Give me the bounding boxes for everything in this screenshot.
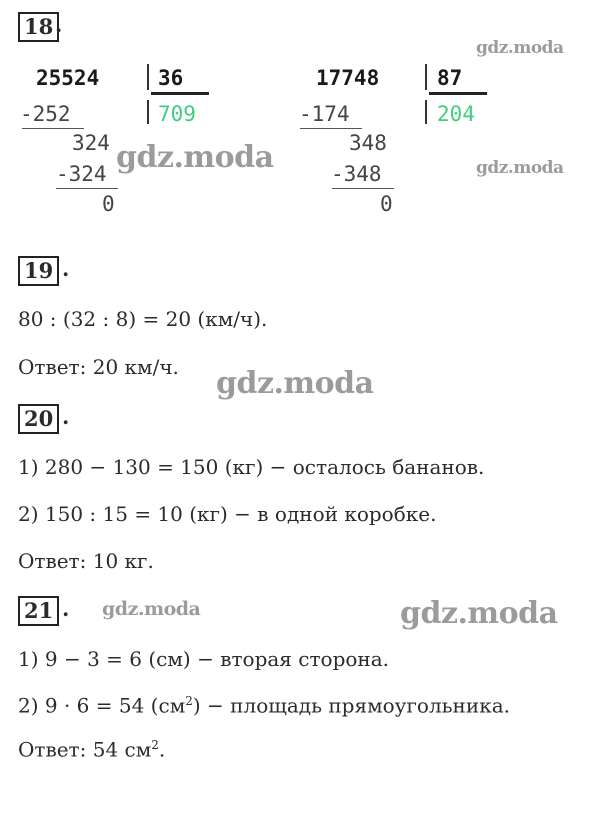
task21-answer: Ответ: 54 $см^2$. bbox=[18, 737, 166, 762]
divisor-underline-right bbox=[429, 92, 487, 95]
watermark: gdz.moda bbox=[476, 38, 564, 58]
remainder-2-right: 0 bbox=[380, 192, 393, 216]
task-number-18: 18 bbox=[18, 12, 59, 42]
task-number-dot: . bbox=[62, 256, 70, 281]
quotient-right: 204 bbox=[437, 102, 475, 126]
subtrahend-2-left: -324 bbox=[56, 162, 107, 186]
dividend-right: 17748 bbox=[316, 66, 380, 90]
remainder-1-right: 348 bbox=[349, 131, 387, 155]
task19-answer: Ответ: 20 км/ч. bbox=[18, 355, 179, 379]
task-number-20: 20 bbox=[18, 404, 59, 434]
subtrahend-1-left: -252 bbox=[20, 102, 71, 126]
divisor-underline-left bbox=[151, 92, 209, 95]
task-number-dot: . bbox=[62, 404, 70, 429]
task20-answer: Ответ: 10 кг. bbox=[18, 549, 154, 573]
line-2-right bbox=[332, 188, 394, 189]
subtrahend-2-right: -348 bbox=[331, 162, 382, 186]
task21-step-2: 2) 9 · 6 = 54 $(см^2)$ − площадь прямоугольника. bbox=[18, 693, 510, 718]
line-2-left bbox=[56, 188, 118, 189]
watermark: gdz.moda bbox=[476, 158, 564, 178]
divisor-right: 87 bbox=[437, 66, 463, 90]
task-number-dot: . bbox=[55, 12, 63, 37]
task-number-19: 19 bbox=[18, 256, 59, 286]
remainder-1-left: 324 bbox=[72, 131, 110, 155]
line-1-right bbox=[300, 128, 362, 129]
task21-step-1: 1) 9 − 3 = 6 (см) − вторая сторона. bbox=[18, 647, 390, 671]
divisor-left: 36 bbox=[158, 66, 184, 90]
task-number-21: 21 bbox=[18, 596, 59, 626]
quotient-left: 709 bbox=[158, 102, 196, 126]
task20-step-2: 2) 150 : 15 = 10 (кг) − в одной коробке. bbox=[18, 502, 437, 526]
line-1-left bbox=[22, 128, 84, 129]
division-bar-left bbox=[147, 64, 149, 90]
watermark: gdz.moda bbox=[400, 596, 558, 631]
task19-solution: 80 : (32 : 8) = 20 (км/ч). bbox=[18, 307, 268, 331]
watermark: gdz.moda bbox=[116, 140, 274, 175]
division-bar-right bbox=[425, 64, 427, 90]
division-bar-right-2 bbox=[425, 100, 427, 124]
division-bar-left-2 bbox=[147, 100, 149, 124]
watermark: gdz.moda bbox=[102, 598, 201, 620]
task-number-dot: . bbox=[62, 596, 70, 621]
subtrahend-1-right: -174 bbox=[299, 102, 350, 126]
task20-step-1: 1) 280 − 130 = 150 (кг) − осталось бананов. bbox=[18, 455, 485, 479]
dividend-left: 25524 bbox=[36, 66, 100, 90]
watermark: gdz.moda bbox=[216, 366, 374, 401]
remainder-2-left: 0 bbox=[102, 192, 115, 216]
